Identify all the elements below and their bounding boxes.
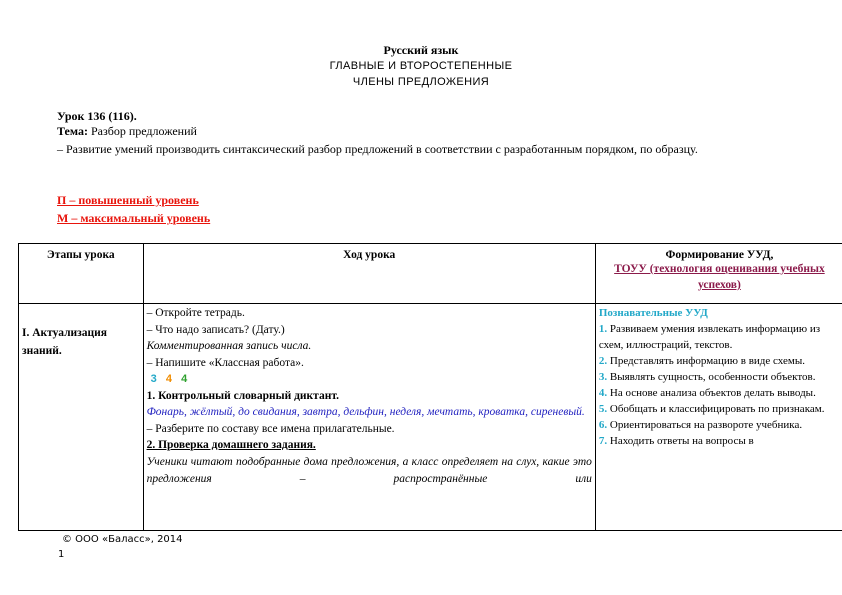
level-m: М – максимальный уровень: [57, 211, 211, 225]
table-header-row: [19, 244, 842, 304]
dictation-words: Фонарь, жёлтый, до свидания, завтра, дельфин, неделя, мечтать, кроватка, сиреневый.: [146, 406, 585, 418]
topic-label: Тема:: [57, 124, 88, 138]
uud-item: 3. Выявлять сущность, особенности объектов.: [598, 371, 816, 383]
uud-item: 6. Ориентироваться на развороте учебника.: [598, 419, 803, 431]
course-line: Комментированная запись числа.: [146, 340, 312, 352]
uud-cell: [595, 304, 842, 531]
course-line: – Напишите «Классная работа».: [146, 356, 304, 369]
lesson-goal: – Развитие умений производить синтаксический разбор предложений в соответствии с разработанным порядком, по образцу.: [57, 142, 698, 156]
course-line: Ученики читают подобранные дома предложения, а класс определяет на слух, какие это предложения – распространённые или: [146, 455, 592, 485]
uud-label: Познавательные УУД: [598, 307, 708, 319]
level-p: П – повышенный уровень: [57, 193, 199, 207]
copyright: © ООО «Баласс», 2014: [62, 534, 183, 545]
lesson-topic: [57, 124, 197, 139]
table-row: [19, 304, 842, 531]
header-stages: Этапы урока: [19, 244, 144, 304]
topic-title-line-1: ГЛАВНЫЕ И ВТОРОСТЕПЕННЫЕ: [329, 60, 513, 72]
header-uud: [595, 244, 842, 304]
level-mark-4b: 4: [181, 373, 188, 385]
uud-item: 5. Обобщать и классифицировать по признакам.: [598, 403, 825, 415]
stage-1-label: I. Актуализация знаний.: [22, 327, 108, 357]
level-mark-4a: 4: [165, 373, 172, 385]
uud-item: 4. На основе анализа объектов делать выводы.: [598, 387, 816, 399]
topic-title-line-2: ЧЛЕНЫ ПРЕДЛОЖЕНИЯ: [352, 76, 490, 88]
lesson-number: Урок 136 (116).: [57, 109, 137, 123]
course-line: 1. Контрольный словарный диктант.: [146, 389, 340, 402]
course-line: – Откройте тетрадь.: [146, 307, 245, 319]
header-course: Ход урока: [143, 244, 595, 304]
header-toyu: ТОУУ (технология оценивания учебных успехов): [614, 263, 825, 291]
course-line: – Что надо записать? (Дату.): [146, 323, 285, 336]
subject-title: Русский язык: [383, 43, 459, 57]
lesson-table: [18, 243, 842, 531]
course-cell: [143, 304, 595, 531]
uud-item: 1. Развиваем умения извлекать информацию из схем, иллюстраций, текстов.: [598, 323, 821, 351]
level-mark-3: 3: [150, 373, 157, 385]
topic-text: Разбор предложений: [87, 124, 197, 138]
uud-item: 2. Представлять информацию в виде схемы.: [598, 355, 805, 367]
level-marks: [147, 371, 592, 388]
uud-item: 7. Находить ответы на вопросы в: [598, 435, 754, 447]
course-line: 2. Проверка домашнего задания.: [146, 439, 316, 451]
header-uud-title: Формирование УУД,: [665, 249, 774, 261]
course-line: – Разберите по составу все имена прилагательные.: [146, 422, 395, 435]
stage-cell: [19, 304, 144, 531]
page-number: 1: [58, 549, 65, 560]
